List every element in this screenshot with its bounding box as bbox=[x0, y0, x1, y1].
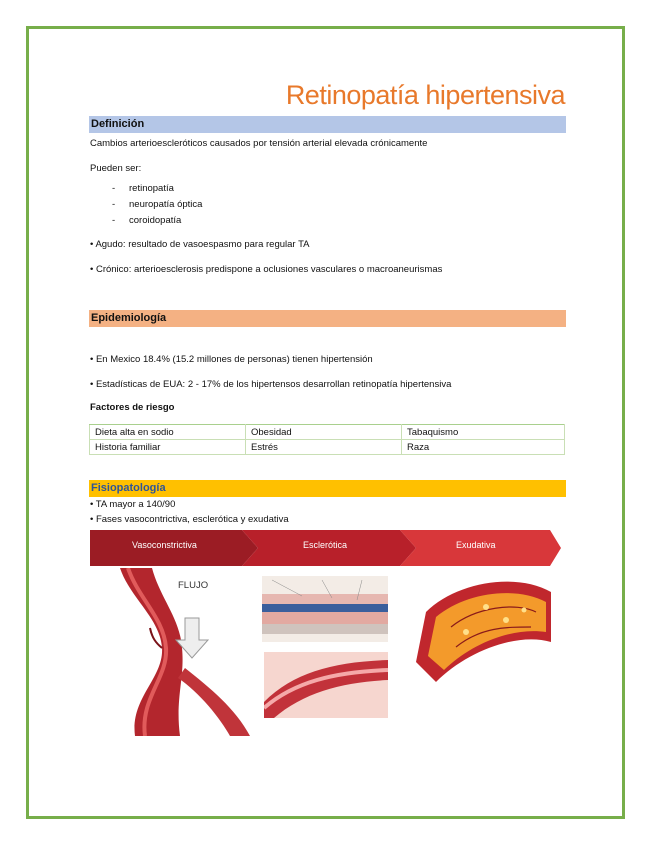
list-item-text: retinopatía bbox=[129, 183, 174, 194]
list-item: - retinopatía bbox=[112, 183, 174, 194]
table-cell: Obesidad bbox=[246, 425, 402, 440]
table-cell: Historia familiar bbox=[90, 440, 246, 455]
factores-label: Factores de riesgo bbox=[90, 402, 175, 413]
bullet-fases: • Fases vasocontrictiva, esclerótica y exudativa bbox=[90, 514, 289, 525]
definicion-heading: Definición bbox=[89, 116, 566, 133]
risk-factors-table bbox=[89, 424, 565, 455]
list-item: - neuropatía óptica bbox=[112, 199, 203, 210]
phase-label: Vasoconstrictiva bbox=[132, 540, 197, 550]
bullet-agudo: • Agudo: resultado de vasoespasmo para regular TA bbox=[90, 239, 310, 250]
exudative-illustration bbox=[406, 572, 556, 692]
epidemiologia-heading: Epidemiología bbox=[89, 310, 566, 327]
phase-label: Exudativa bbox=[456, 540, 496, 550]
sclerotic-vessel-illustration bbox=[264, 652, 388, 718]
list-item: - coroidopatía bbox=[112, 215, 182, 226]
sclerotic-layers-illustration bbox=[262, 576, 388, 642]
table-cell: Raza bbox=[402, 440, 565, 455]
list-item-text: neuropatía óptica bbox=[129, 199, 203, 210]
bullet-ta: • TA mayor a 140/90 bbox=[90, 499, 176, 510]
flujo-label: FLUJO bbox=[178, 580, 209, 591]
table-row bbox=[90, 425, 565, 440]
phase-label: Esclerótica bbox=[303, 540, 348, 550]
table-cell: Dieta alta en sodio bbox=[90, 425, 246, 440]
bullet-mexico: • En Mexico 18.4% (15.2 millones de personas) tienen hipertensión bbox=[90, 354, 373, 365]
vessel-illustration bbox=[90, 568, 250, 736]
bullet-cronico: • Crónico: arterioesclerosis predispone a oclusiones vasculares o macroaneurismas bbox=[90, 264, 443, 275]
pathophysiology-figure bbox=[90, 530, 561, 736]
list-item-text: coroidopatía bbox=[129, 215, 182, 226]
pueden-ser-label: Pueden ser: bbox=[90, 163, 142, 174]
fisiopatologia-heading: Fisiopatología bbox=[89, 480, 566, 497]
page-title: Retinopatía hipertensiva bbox=[285, 80, 565, 110]
table-row bbox=[90, 440, 565, 455]
phase-labels bbox=[90, 530, 561, 566]
table-cell: Estrés bbox=[246, 440, 402, 455]
table-cell: Tabaquismo bbox=[402, 425, 565, 440]
definicion-text: Cambios arterioescleróticos causados por tensión arterial elevada crónicamente bbox=[90, 138, 428, 149]
bullet-eua: • Estadísticas de EUA: 2 - 17% de los hipertensos desarrollan retinopatía hipertensiva bbox=[90, 379, 452, 390]
